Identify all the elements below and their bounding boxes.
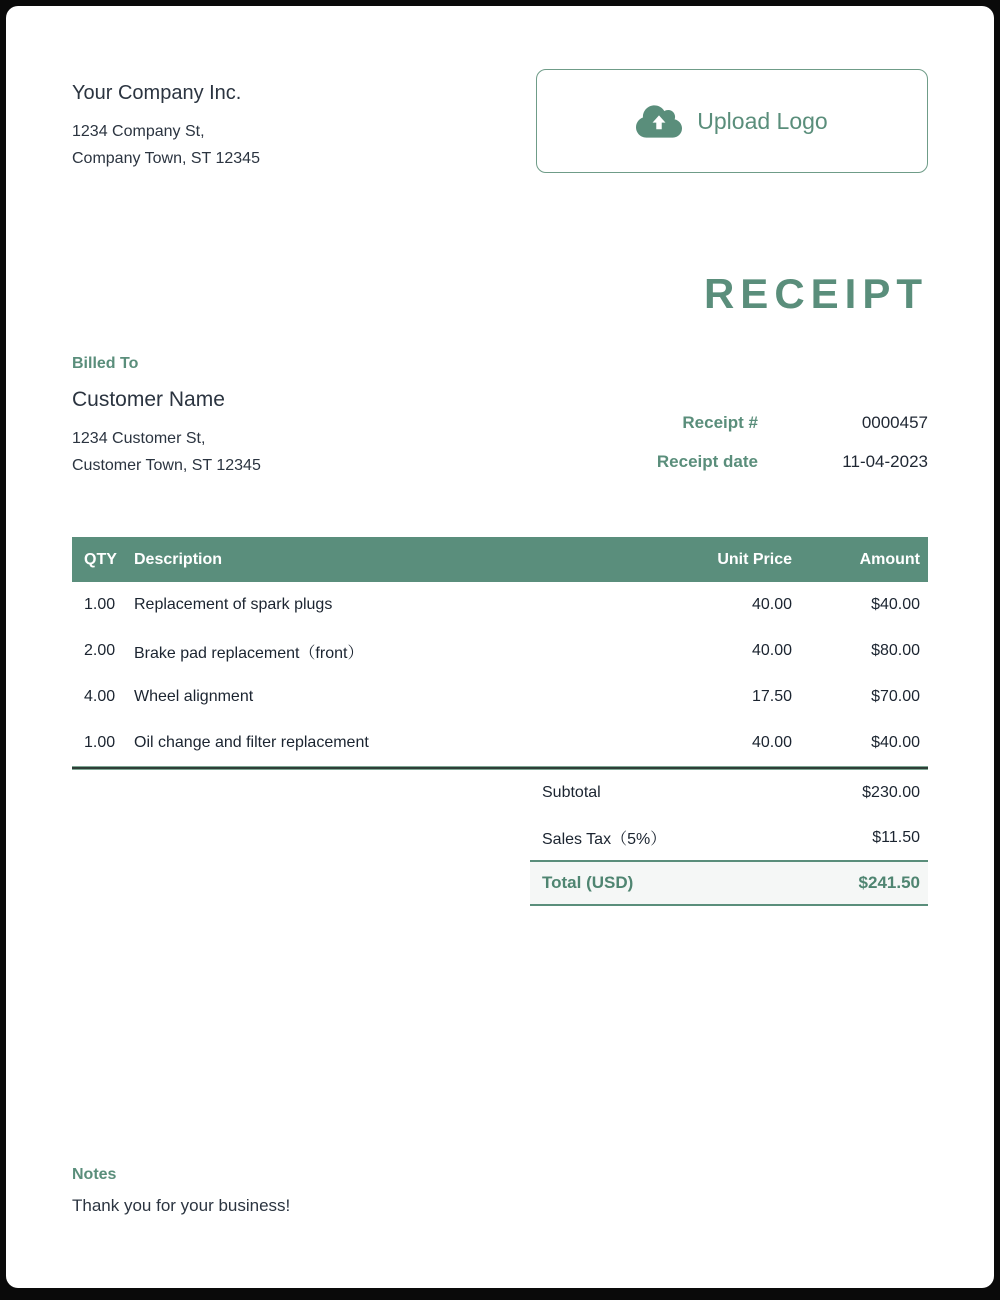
sales-tax-label: Sales Tax（5%） — [542, 831, 667, 848]
header-amount: Amount — [859, 550, 920, 568]
row-amount: $40.00 — [871, 734, 920, 751]
row-description: Brake pad replacement（front） — [134, 644, 364, 662]
row-description: Replacement of spark plugs — [134, 596, 333, 613]
company-address-line1: 1234 Company St, — [72, 123, 205, 140]
receipt-title: RECEIPT — [703, 270, 928, 317]
subtotal-label: Subtotal — [542, 783, 601, 801]
row-amount: $40.00 — [871, 596, 920, 613]
header-row — [72, 6, 928, 173]
customer-name: Customer Name — [72, 388, 225, 411]
row-description: Oil change and filter replacement — [134, 734, 369, 751]
items-table — [72, 537, 928, 770]
info-row — [72, 355, 928, 479]
receipt-number-value: 0000457 — [861, 413, 928, 432]
receipt-date-label: Receipt date — [656, 452, 758, 471]
customer-address — [72, 425, 261, 479]
notes-section — [72, 1166, 928, 1216]
totals-section — [530, 770, 928, 906]
row-amount: $80.00 — [871, 642, 920, 659]
header-unit-price: Unit Price — [717, 550, 792, 568]
row-qty: 4.00 — [84, 688, 116, 705]
notes-text: Thank you for your business! — [72, 1196, 291, 1215]
total-value: $241.50 — [858, 873, 920, 892]
cloud-upload-icon — [636, 103, 682, 140]
notes-label: Notes — [72, 1166, 117, 1183]
receipt-page — [6, 6, 994, 1288]
total-label: Total (USD) — [542, 873, 634, 892]
billed-to-section — [72, 355, 261, 479]
row-unit-price: 40.00 — [751, 596, 792, 613]
company-name: Your Company Inc. — [72, 82, 242, 104]
row-description: Wheel alignment — [134, 688, 254, 705]
sales-tax-row — [530, 815, 928, 860]
row-unit-price: 40.00 — [751, 642, 792, 659]
table-row — [72, 674, 928, 720]
upload-logo-button[interactable] — [536, 69, 928, 173]
table-row — [72, 582, 928, 628]
billed-to-label: Billed To — [72, 355, 139, 372]
header-description: Description — [134, 550, 223, 568]
row-qty: 1.00 — [84, 596, 116, 613]
sales-tax-value: $11.50 — [872, 828, 920, 846]
receipt-number-label: Receipt # — [682, 413, 758, 432]
company-info — [72, 69, 260, 172]
upload-logo-label: Upload Logo — [697, 107, 828, 134]
table-row — [72, 628, 928, 674]
header-qty: QTY — [84, 550, 117, 568]
row-unit-price: 17.50 — [751, 688, 792, 705]
subtotal-row — [530, 770, 928, 815]
customer-address-line1: 1234 Customer St, — [72, 430, 206, 447]
receipt-meta — [657, 413, 928, 479]
items-table-header — [72, 537, 928, 582]
table-row — [72, 720, 928, 766]
receipt-date-value: 11-04-2023 — [842, 452, 928, 471]
total-row — [530, 860, 928, 906]
row-qty: 1.00 — [84, 734, 116, 751]
customer-address-line2: Customer Town, ST 12345 — [72, 457, 261, 474]
subtotal-value: $230.00 — [862, 783, 920, 801]
row-qty: 2.00 — [84, 642, 116, 659]
row-unit-price: 40.00 — [751, 734, 792, 751]
company-address-line2: Company Town, ST 12345 — [72, 150, 260, 167]
row-amount: $70.00 — [871, 688, 920, 705]
company-address — [72, 118, 260, 172]
